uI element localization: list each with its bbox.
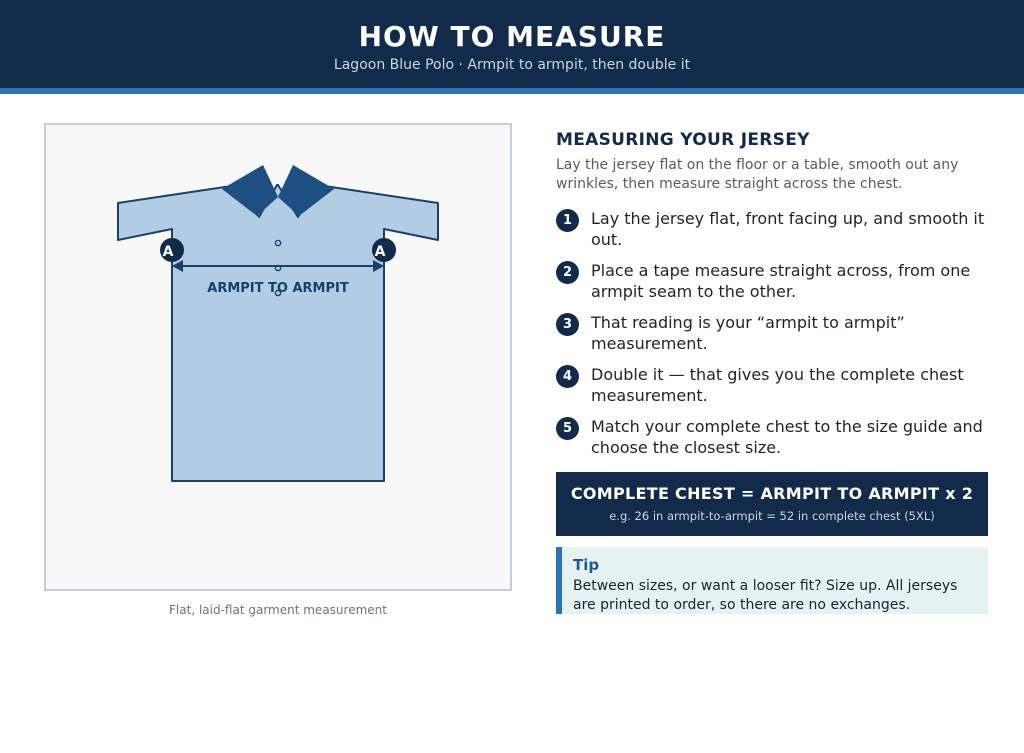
armpit-marker-right-label: A xyxy=(374,244,386,260)
tip-callout xyxy=(556,547,988,614)
formula-text: COMPLETE CHEST = ARMPIT TO ARMPIT x 2 xyxy=(570,484,974,503)
step-text: That reading is your “armpit to armpit” measurement. xyxy=(591,313,905,353)
garment-illustration-panel xyxy=(44,123,512,591)
guide-intro: Lay the jersey flat on the floor or a table, smooth out any wrinkles, then measure straight across the chest. xyxy=(556,157,959,192)
step-text: Place a tape measure straight across, from one armpit seam to the other. xyxy=(591,261,971,301)
tip-title: Tip xyxy=(573,556,600,574)
formula-example: e.g. 26 in armpit-to-armpit = 52 in complete chest (5XL) xyxy=(609,509,935,523)
page-subtitle: Lagoon Blue Polo · Armpit to armpit, then double it xyxy=(333,57,691,73)
step-text: Lay the jersey flat, front facing up, and smooth it out. xyxy=(591,209,985,249)
header-accent-stripe xyxy=(0,88,1024,94)
step-number-badge: 3 xyxy=(556,313,579,336)
tip-text: Between sizes, or want a looser fit? Size up. All jerseys are printed to order, so there are no exchanges. xyxy=(573,578,958,613)
formula-box xyxy=(556,472,988,536)
shirt-body xyxy=(118,185,438,481)
step-text: Double it — that gives you the complete chest measurement. xyxy=(591,365,964,405)
page-header xyxy=(0,0,1024,88)
page-title: HOW TO MEASURE xyxy=(358,20,666,53)
guide-title: MEASURING YOUR JERSEY xyxy=(556,130,810,150)
figure-caption: Flat, laid-flat garment measurement xyxy=(169,603,387,617)
step-number-badge: 4 xyxy=(556,365,579,388)
armpit-marker-left-label: A xyxy=(162,244,174,260)
polo-shirt-diagram xyxy=(46,125,510,589)
step-text: Match your complete chest to the size guide and choose the closest size. xyxy=(591,417,983,457)
measure-label: ARMPIT TO ARMPIT xyxy=(207,281,349,296)
step-number-badge: 2 xyxy=(556,261,579,284)
step-number-badge: 5 xyxy=(556,417,579,440)
step-number-badge: 1 xyxy=(556,209,579,232)
